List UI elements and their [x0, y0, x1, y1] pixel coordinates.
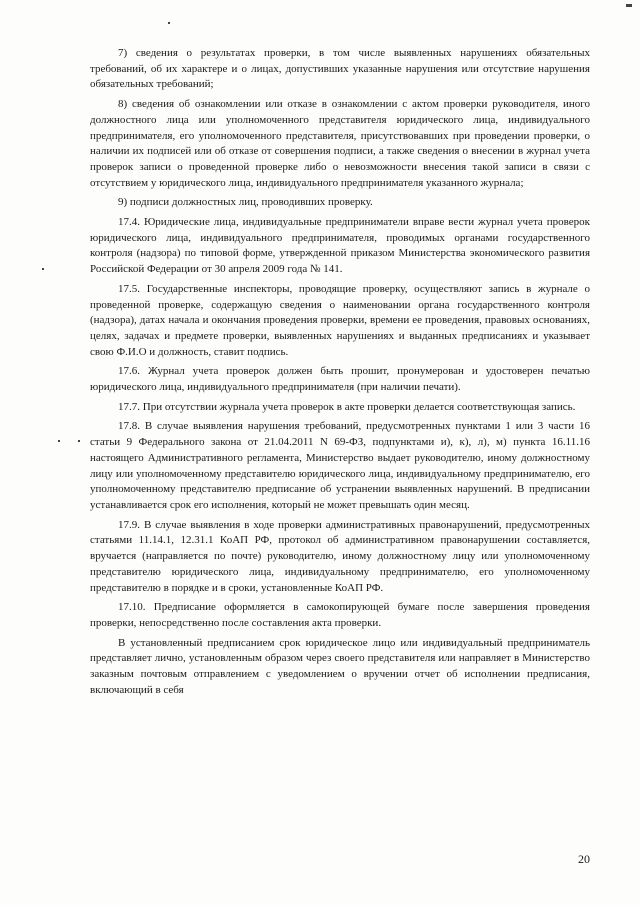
- paragraph-17-9: 17.9. В случае выявления в ходе проверки административных правонарушений, предусмотренных статьями 11.14.1, 12.31.1 КоАП РФ, протокол об административном правонарушении составляется, вручается (направляется по почте) руководителю, иному должностному лицу или уполномоченному представителю юридического лица, индивидуальному предпринимателю, его уполномоченному представителю в порядке и в сроки, установленные КоАП РФ.: [90, 518, 590, 594]
- paragraph-item-8: 8) сведения об ознакомлении или отказе в ознакомлении с актом проверки руководителя, иного должностного лица или уполномоченного представителя юридического лица, индивидуального предпринимателя, его уполномоченного представителя, присутствовавших при проведении проверки, о наличии их подписей или об отказе от совершения подписи, а также сведения о внесении в журнал учета проверок записи о проведенной проверке либо о невозможности внесения такой записи в связи с отсутствием у юридического лица, индивидуального предпринимателя указанного журнала;: [90, 98, 590, 189]
- paragraph-item-9: 9) подписи должностных лиц, проводивших проверку.: [118, 196, 373, 209]
- paragraph-17-6: 17.6. Журнал учета проверок должен быть прошит, пронумерован и удостоверен печатью юридического лица, индивидуального предпринимателя (при наличии печати).: [90, 365, 590, 394]
- document-body: [90, 46, 590, 702]
- paragraph-17-5: 17.5. Государственные инспекторы, проводящие проверку, осуществляют запись в журнале о проведенной проверке, содержащую сведения о наименовании органа государственного контроля (надзора), датах начала и окончания проведения проверки, времени ее проведения, правовых основаниях, целях, задачах и предмете проверки, выявленных нарушениях и выданных предписаниях и указывает свою Ф.И.О и должность, ставит подпись.: [90, 282, 590, 358]
- page-number: 20: [578, 852, 590, 866]
- paragraph-17-4: 17.4. Юридические лица, индивидуальные предприниматели вправе вести журнал учета проверок юридического лица, индивидуального предпринимателя, проводимых органами государственного контроля (надзора) по типовой форме, утвержденной приказом Министерства экономического развития Российской Федерации от 30 апреля 2009 года № 141.: [90, 216, 590, 276]
- scan-artifact: [78, 440, 80, 442]
- paragraph-17-7: 17.7. При отсутствии журнала учета проверок в акте проверки делается соответствующая запись.: [118, 400, 576, 413]
- paragraph-item-7: 7) сведения о результатах проверки, в том числе выявленных нарушениях обязательных требований, об их характере и о лицах, допустивших указанные нарушения или отсутствие нарушения обязательных требований;: [90, 47, 590, 91]
- paragraph-17-8: 17.8. В случае выявления нарушения требований, предусмотренных пунктами 1 или 3 части 16 статьи 9 Федерального закона от 21.04.2011 N 69-ФЗ, подпунктами и), к), л), м) пункта 16.11.16 настоящего Административного регламента, Министерство выдает руководителю, иному должностному лицу или уполномоченному представителю юридического лица, индивидуальному предпринимателю, его уполномоченному представителю предписание об устранении выявленных нарушений. В предписании устанавливается срок его исполнения, который не может превышать один месяц.: [90, 420, 590, 511]
- paragraph-17-10: 17.10. Предписание оформляется в самокопирующей бумаге после завершения проведения проверки, непосредственно после составления акта проверки.: [90, 601, 590, 629]
- scan-artifact: [168, 22, 170, 24]
- paragraph-continuation: В установленный предписанием срок юридическое лицо или индивидуальный предприниматель представляет лично, установленным образом через своего представителя или направляет в Министерство заказным почтовым отправлением с уведомлением о вручении отчет об исполнении предписания, включающий в себя: [90, 636, 590, 696]
- scan-artifact: [42, 268, 44, 270]
- scan-artifact: [58, 440, 60, 442]
- scan-artifact: [626, 4, 632, 7]
